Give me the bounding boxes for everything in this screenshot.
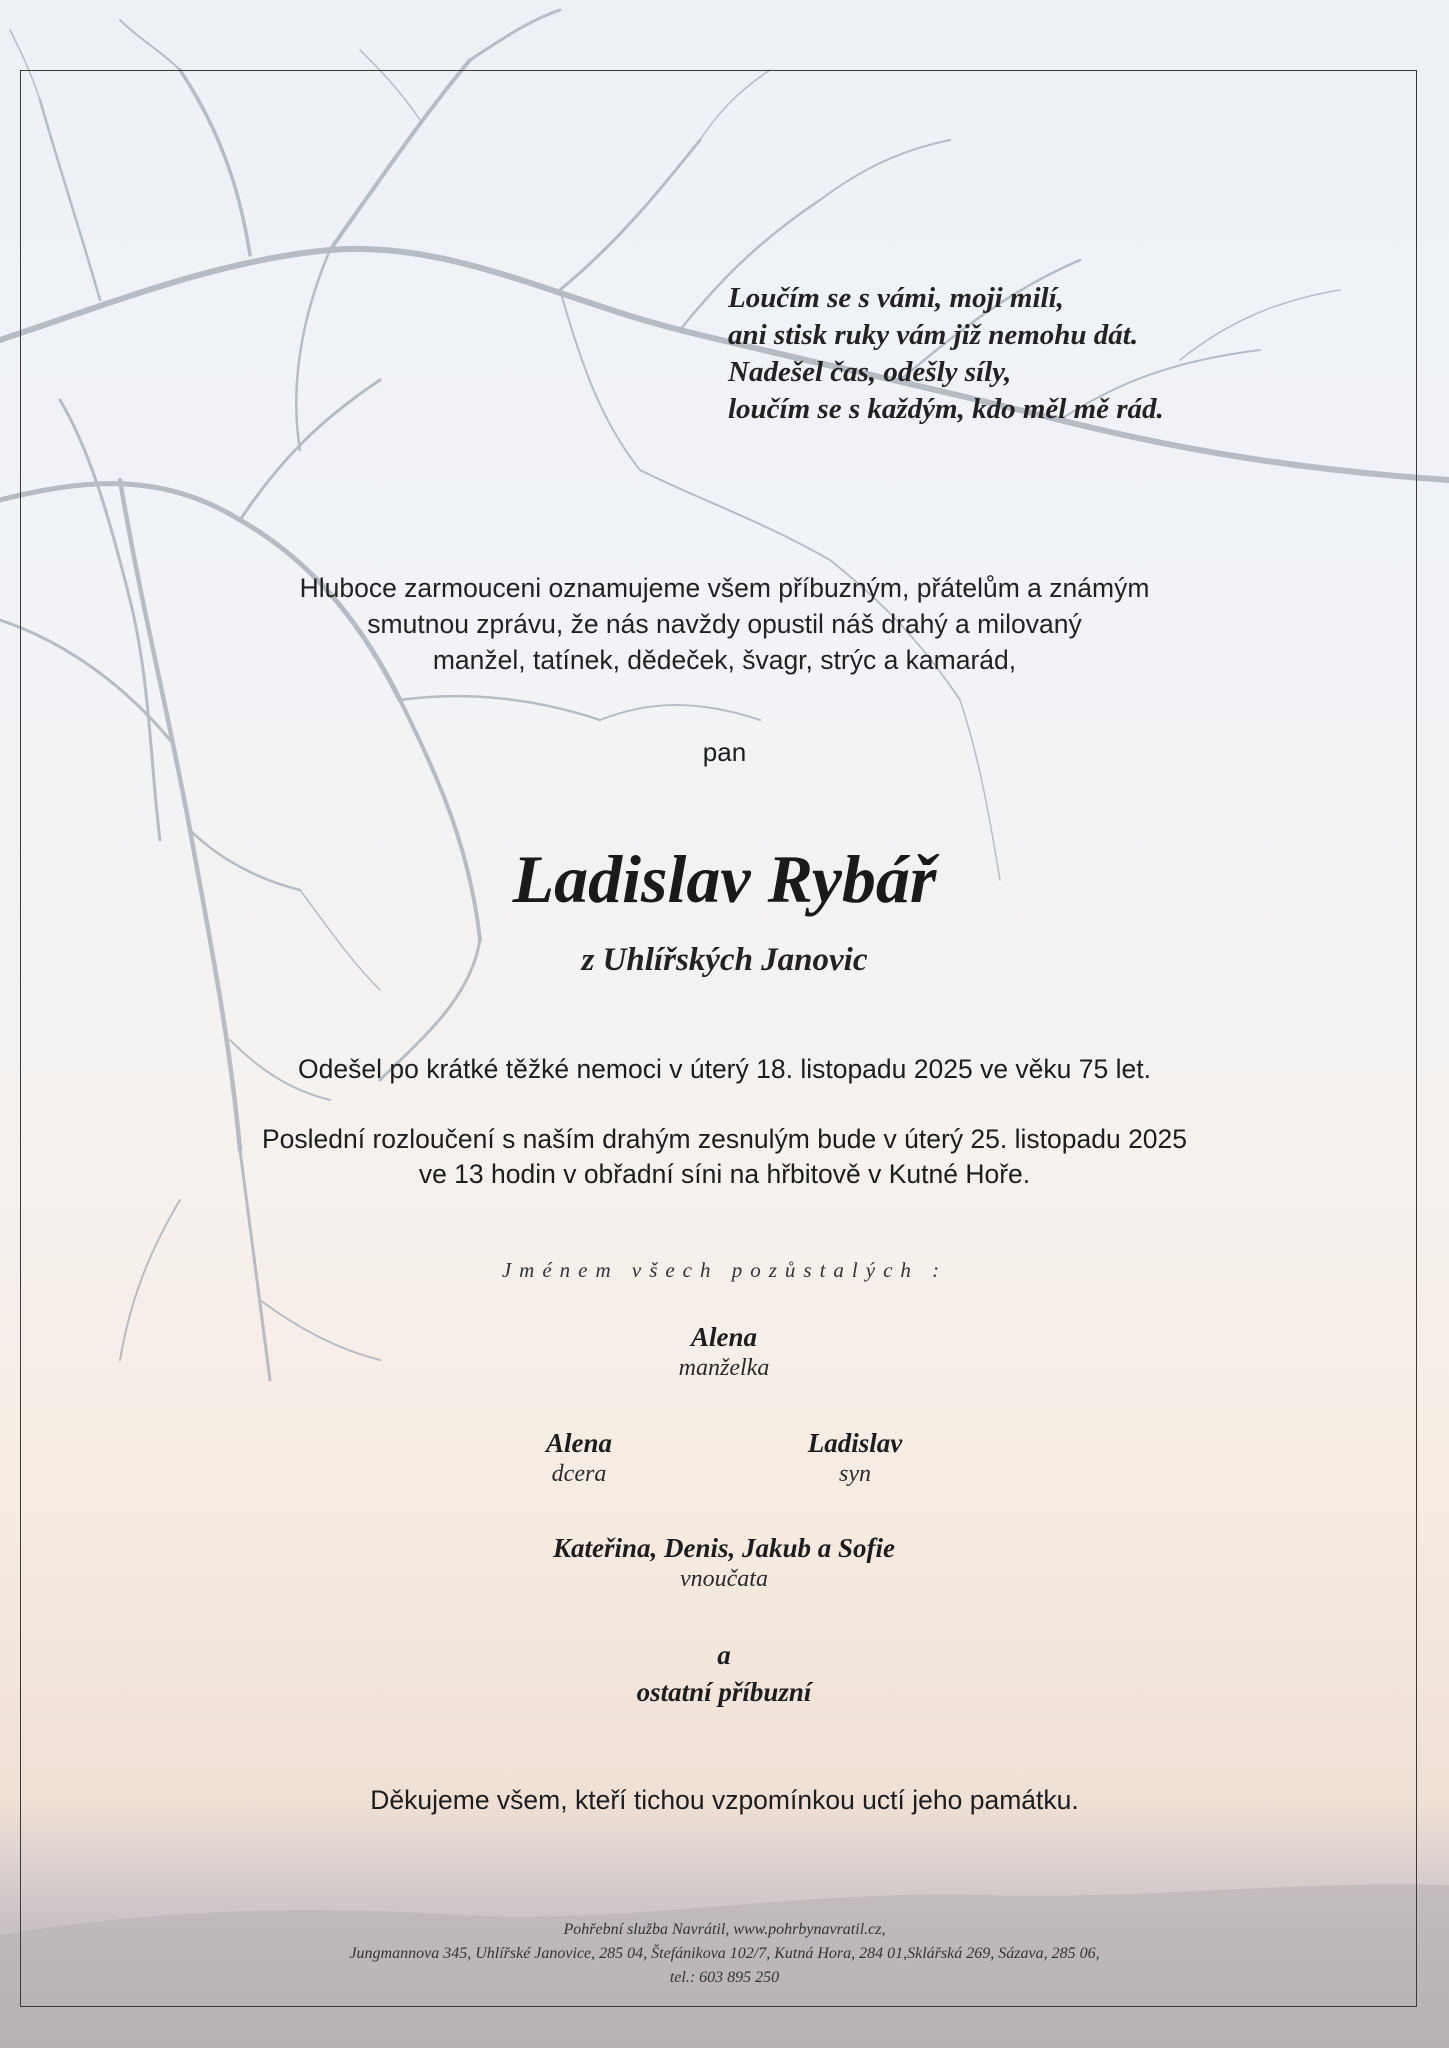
intro-line: manžel, tatínek, dědeček, švagr, strýc a kamarád,: [432, 645, 1017, 675]
footer-line: Pohřební služba Navrátil, www.pohrbynavratil.cz,: [563, 1921, 886, 1938]
mourner-role: manželka: [678, 1355, 770, 1381]
death-notice: Odešel po krátké těžké nemoci v úterý 18. listopadu 2025 ve věku 75 let.: [298, 1054, 1151, 1084]
funeral-info-line: Poslední rozloučení s naším drahým zesnulým bude v úterý 25. listopadu 2025: [261, 1124, 1188, 1154]
mourner-name: Alena: [545, 1428, 612, 1458]
title-word: pan: [702, 737, 747, 767]
footer-line: Jungmannova 345, Uhlířské Janovice, 285 04, Štefánikova 102/7, Kutná Hora, 284 01,Sklářská 269, Sázava, 285 06,: [349, 1945, 1100, 1962]
mourner-grandchildren: [374, 1533, 1074, 1593]
poem-line: Loučím se s vámi, moji milí,: [728, 282, 1064, 314]
deceased-origin: z Uhlířských Janovic: [581, 942, 868, 978]
mourner-wife: [574, 1322, 874, 1382]
mourner-name: Kateřina, Denis, Jakub a Sofie: [552, 1533, 896, 1563]
mourner-daughter: [429, 1428, 729, 1488]
mourner-others: [574, 1640, 874, 1708]
poem-line: ani stisk ruky vám již nemohu dát.: [728, 319, 1139, 351]
deceased-name: Ladislav Rybář: [512, 841, 937, 917]
intro-line: Hluboce zarmouceni oznamujeme všem příbuzným, přátelům a známým: [299, 573, 1150, 603]
poem-line: loučím se s každým, kdo měl mě rád.: [728, 393, 1164, 425]
farewell-poem: [728, 280, 1164, 428]
signoff-heading: Jménem všech pozůstalých :: [501, 1258, 948, 1282]
others-label: ostatní příbuzní: [636, 1677, 812, 1707]
mourner-name: Alena: [690, 1322, 757, 1352]
mourner-son: [705, 1428, 1005, 1488]
others-connector: a: [717, 1640, 731, 1670]
thanks-line: Děkujeme všem, kteří tichou vzpomínkou uctí jeho památku.: [370, 1785, 1079, 1815]
mourner-role: dcera: [551, 1461, 607, 1487]
announcement-intro: [0, 570, 1449, 678]
footer-line: tel.: 603 895 250: [669, 1969, 780, 1986]
mourner-role: syn: [839, 1461, 871, 1487]
mourner-role: vnoučata: [680, 1566, 768, 1592]
page-border-frame: [20, 70, 1417, 2007]
funeral-info: [0, 1122, 1449, 1192]
poem-line: Nadešel čas, odešly síly,: [728, 356, 1012, 388]
funeral-info-line: ve 13 hodin v obřadní síni na hřbitově v Kutné Hoře.: [418, 1159, 1031, 1189]
mourner-name: Ladislav: [807, 1428, 903, 1458]
funeral-service-footer: [0, 1918, 1449, 1990]
intro-line: smutnou zprávu, že nás navždy opustil náš drahý a milovaný: [367, 609, 1082, 639]
